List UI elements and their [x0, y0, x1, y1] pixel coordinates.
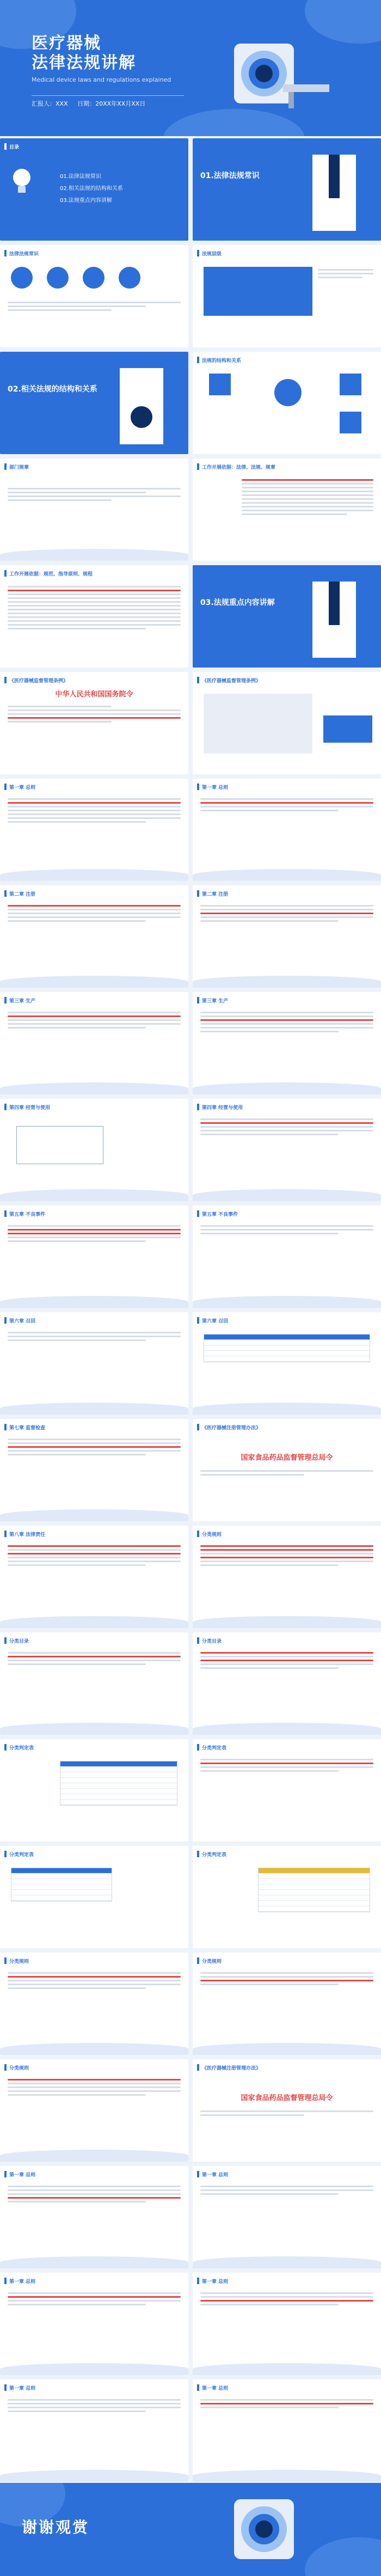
standard-icon — [119, 267, 140, 289]
slide-title: 分类判定表 — [202, 1745, 227, 1751]
decor-wave — [0, 549, 188, 561]
text-lines — [8, 299, 181, 313]
section1-title: 01.法律法规常识 — [200, 172, 260, 180]
slide-title: 分类判定表 — [9, 1852, 34, 1858]
slide-chapter7 — [0, 1419, 188, 1521]
slide-title: 第四章 经营与使用 — [202, 1105, 243, 1111]
highlight-box — [323, 715, 372, 743]
level-box — [204, 267, 312, 316]
speaker-value: XXX — [56, 100, 68, 107]
class-table — [60, 1761, 177, 1806]
text-lines — [8, 2183, 181, 2205]
decor-wave — [193, 976, 381, 988]
slide-chapter2b — [193, 885, 381, 988]
slide-title: 分类判定表 — [9, 1745, 34, 1751]
lightbulb-icon — [11, 166, 33, 198]
slide-title: 《医疗器械监督管理条例》 — [202, 678, 261, 684]
slide-header — [197, 1957, 222, 1965]
slide-header — [197, 1637, 222, 1644]
slide-state-council-order — [0, 672, 188, 774]
text-lines — [242, 477, 373, 517]
decor-wave — [193, 1616, 381, 1628]
slide-classify-b — [193, 1632, 381, 1735]
text-lines — [8, 903, 181, 924]
info-table — [204, 1334, 370, 1362]
decor-wave — [193, 2256, 381, 2268]
slide-title: 第二章 注册 — [202, 891, 229, 897]
decor-wave — [0, 1723, 188, 1735]
section1-slide — [193, 138, 381, 241]
slide-header — [197, 356, 241, 364]
structure-node — [209, 374, 231, 395]
slide-title: 分类规则 — [9, 2065, 29, 2071]
thanks-title: 谢谢观赏 — [22, 2518, 90, 2536]
decor-wave — [193, 2470, 381, 2482]
decor-wave — [0, 976, 188, 988]
toc-item-1[interactable]: 01.法律法规常识 — [60, 174, 101, 180]
slide-title: 第一章 总则 — [9, 2385, 36, 2391]
regulation-icon — [47, 267, 69, 289]
text-lines — [200, 1468, 373, 1478]
org-chart — [204, 694, 312, 754]
decor-wave — [0, 1403, 188, 1415]
decor-wave — [0, 869, 188, 881]
slide-title: 工作开展依据：法律、法规、规章 — [202, 464, 276, 470]
slide-title: 第一章 总则 — [9, 785, 36, 791]
slide-title: 第七章 监督检查 — [9, 1425, 46, 1431]
slide-first-chapter-c — [0, 2273, 188, 2375]
slide-header — [4, 1103, 50, 1111]
slide-adverse — [0, 1953, 188, 2055]
slide-class-table-d — [193, 1846, 381, 1948]
text-lines — [8, 796, 181, 825]
slide-header — [4, 2064, 29, 2071]
slide-key — [193, 1526, 381, 1628]
section2-slide — [0, 352, 188, 454]
cover-title — [32, 34, 136, 73]
text-lines — [8, 1436, 181, 1458]
slide-title: 《医疗器械监督管理条例》 — [9, 678, 69, 684]
slide-header — [4, 1210, 45, 1217]
text-lines — [200, 2397, 373, 2410]
slide-title: 分类规则 — [202, 1959, 222, 1965]
slide-header — [4, 570, 93, 577]
slide-header — [197, 463, 275, 470]
slide-header — [4, 1957, 29, 1965]
slide-legal-knowledge — [0, 245, 188, 347]
text-lines — [8, 1223, 181, 1244]
slide-header — [4, 249, 39, 257]
slide-header — [4, 676, 68, 684]
slide-chapter8 — [0, 1526, 188, 1628]
slide-class-table-c — [0, 1846, 188, 1948]
slide-header — [197, 676, 261, 684]
slide-header — [4, 1743, 34, 1751]
text-lines — [8, 1330, 181, 1343]
slide-header — [4, 2170, 35, 2178]
slide-chapter3b — [193, 992, 381, 1094]
cover-subtitle: Medical device laws and regulations explained — [32, 76, 171, 83]
decor-wave — [193, 1082, 381, 1094]
slide-header — [197, 1530, 222, 1538]
decor-wave — [0, 1296, 188, 1308]
slide-header — [4, 2384, 35, 2391]
nmpa-title-2: 国家食品药品监督管理总局令 — [241, 2094, 333, 2102]
decor-wave — [0, 2043, 188, 2055]
slide-header — [4, 1637, 29, 1644]
slide-guides — [0, 565, 188, 668]
mri-scanner-icon — [229, 33, 332, 114]
structure-node — [340, 412, 361, 433]
slide-chapter1b — [193, 779, 381, 881]
text-lines — [8, 584, 181, 632]
decor-wave — [0, 2150, 188, 2162]
slide-header — [4, 996, 35, 1004]
slide-first-chapter-b — [193, 2166, 381, 2268]
slide-title: 分类规则 — [9, 1959, 29, 1965]
toc-item-3[interactable]: 03.法规重点内容讲解 — [60, 198, 112, 204]
text-lines — [8, 2077, 181, 2098]
slide-title: 法规的结构和关系 — [202, 358, 242, 364]
slide-chapter4b — [193, 1099, 381, 1201]
toc-header — [4, 143, 19, 150]
slide-title: 《医疗器械注册管理办法》 — [202, 1425, 261, 1431]
slide-header — [4, 1423, 45, 1431]
slide-title: 第一章 总则 — [202, 2385, 229, 2391]
slide-header — [4, 890, 35, 897]
order-title: 中华人民共和国国务院令 — [55, 690, 133, 699]
mri-scanner-icon — [229, 2494, 332, 2570]
text-lines — [200, 796, 373, 813]
slide-title: 第四章 经营与使用 — [9, 1105, 51, 1111]
decor-wave — [193, 1403, 381, 1415]
slide-title: 第五章 不良事件 — [202, 1211, 238, 1217]
slide-title: 第三章 生产 — [9, 998, 36, 1004]
cover-slide — [0, 0, 381, 136]
slide-header — [197, 783, 228, 791]
text-lines — [8, 2290, 181, 2308]
section3-slide — [193, 565, 381, 668]
slide-title: 第五章 不良事件 — [9, 1211, 46, 1217]
slide-first-chapter-d — [193, 2273, 381, 2375]
slide-header — [197, 1210, 238, 1217]
slide-title: 第二章 注册 — [9, 891, 36, 897]
law-icon — [11, 267, 33, 289]
text-lines — [200, 1757, 373, 1774]
decor-wave — [0, 1616, 188, 1628]
slide-levels — [193, 245, 381, 347]
slide-header — [197, 890, 228, 897]
slide-title: 《医疗器械注册管理办法》 — [202, 2065, 261, 2071]
decor-wave — [0, 2470, 188, 2482]
slide-title: 第一章 总则 — [9, 2279, 36, 2285]
decor-wave — [0, 1509, 188, 1521]
slide-header — [197, 2384, 228, 2391]
slide-header — [197, 996, 228, 1004]
text-lines — [200, 1116, 373, 1137]
text-lines — [8, 1650, 181, 1667]
toc-list — [60, 171, 123, 207]
slide-title: 第一章 总则 — [9, 2172, 36, 2178]
nmpa-title: 国家食品药品监督管理总局令 — [241, 1454, 333, 1462]
slide-first-chapter-e — [0, 2379, 188, 2482]
slide-ops-standards — [193, 458, 381, 561]
text-lines — [200, 2183, 373, 2197]
slide-title: 第三章 生产 — [202, 998, 229, 1004]
text-lines — [8, 2397, 181, 2414]
class-table — [11, 1868, 112, 1901]
text-lines — [200, 2290, 373, 2308]
cover-title-line2: 法律法规讲解 — [32, 53, 136, 72]
slide-chapter6b — [193, 1312, 381, 1415]
slide-title: 工作开展依据：规范、指导原则、规程 — [9, 571, 93, 577]
decor-wave — [193, 2043, 381, 2055]
slide-title: 分类规则 — [202, 1532, 222, 1538]
class-table — [258, 1868, 370, 1912]
text-lines — [8, 1970, 181, 1991]
speaker-label: 汇报人： — [32, 100, 56, 107]
text-lines — [200, 1009, 373, 1035]
slide-class-table — [0, 1739, 188, 1841]
slide-title: 分类目录 — [202, 1638, 222, 1644]
toc-slide — [0, 138, 188, 241]
decor-wave — [193, 1189, 381, 1201]
slide-header — [4, 463, 29, 470]
slide-chapter3 — [0, 992, 188, 1094]
slide-header — [4, 783, 35, 791]
slide-title: 第一章 总则 — [202, 2279, 229, 2285]
doctor-icon — [302, 576, 367, 658]
date-label: 日期： — [77, 100, 96, 107]
decor-wave — [193, 1723, 381, 1735]
slide-title: 第六章 召回 — [9, 1318, 36, 1324]
text-lines — [200, 1223, 373, 1237]
slide-title: 第六章 召回 — [202, 1318, 229, 1324]
slide-first-chapter — [0, 2166, 188, 2268]
text-lines — [200, 903, 373, 924]
rule-icon — [83, 267, 105, 289]
toc-title: 目录 — [9, 144, 20, 150]
text-lines — [200, 1970, 373, 1987]
slide-title: 第八章 法律责任 — [9, 1532, 46, 1538]
cover-title-line1: 医疗器械 — [32, 34, 101, 53]
slide-title: 法规层级 — [202, 251, 222, 257]
flow-diagram — [16, 1126, 103, 1164]
slide-header — [197, 249, 222, 257]
structure-node — [340, 374, 361, 395]
slide-header — [197, 1423, 261, 1431]
section3-title: 03.法规重点内容讲解 — [200, 598, 275, 607]
slide-header — [197, 2064, 261, 2071]
slide-class-table-b — [193, 1739, 381, 1841]
slide-header — [197, 2170, 228, 2178]
decor-wave — [193, 2363, 381, 2375]
date-value: 20XX年XX月XX日 — [95, 100, 146, 107]
slide-title: 分类目录 — [9, 1638, 29, 1644]
slide-header — [197, 1317, 228, 1324]
slide-header — [4, 1530, 45, 1538]
slide-chapter5b — [193, 1206, 381, 1308]
decor-wave — [0, 1082, 188, 1094]
slide-first-chapter-f — [193, 2379, 381, 2482]
slide-header — [4, 2277, 35, 2285]
slide-chapter6 — [0, 1312, 188, 1415]
structure-hub — [274, 379, 302, 406]
slide-title: 分类判定表 — [202, 1852, 227, 1858]
slide-header — [4, 1317, 35, 1324]
decor-wave — [0, 1189, 188, 1201]
slide-header — [197, 1103, 243, 1111]
slide-header — [197, 1743, 226, 1751]
slide-order2 — [193, 672, 381, 774]
decor-wave — [0, 2363, 188, 2375]
icon-row — [11, 267, 140, 289]
slide-header — [197, 2277, 228, 2285]
slide-title: 第一章 总则 — [202, 785, 229, 791]
slide-chapter4 — [0, 1099, 188, 1201]
slide-reg-order — [193, 1419, 381, 1521]
text-lines — [200, 2108, 373, 2118]
slide-classify — [0, 1632, 188, 1735]
text-lines — [8, 1543, 181, 1568]
slide-adverse-b — [193, 1953, 381, 2055]
slide-header — [197, 1850, 226, 1858]
slide-title: 第一章 总则 — [202, 2172, 229, 2178]
slide-title: 法律法规常识 — [9, 251, 39, 257]
slide-adverse-c — [0, 2059, 188, 2162]
decor-wave — [193, 869, 381, 881]
slide-chapter5 — [0, 1206, 188, 1308]
text-lines — [200, 1543, 373, 1568]
toc-item-2[interactable]: 02.相关法规的结构和关系 — [60, 186, 123, 192]
decor-wave — [0, 2256, 188, 2268]
text-lines — [318, 267, 373, 280]
slide-title: 部门规章 — [9, 464, 29, 470]
decor-wave — [193, 1296, 381, 1308]
text-lines — [8, 486, 181, 503]
slide-nmpa-order2 — [193, 2059, 381, 2162]
slide-header — [4, 1850, 34, 1858]
slide-chapter2 — [0, 885, 188, 988]
stethoscope-icon — [109, 363, 174, 444]
section2-title: 02.相关法规的结构和关系 — [8, 385, 97, 394]
slide-internal — [0, 458, 188, 561]
thanks-slide — [0, 2483, 381, 2576]
slide-chapter1 — [0, 779, 188, 881]
text-lines — [8, 1009, 181, 1031]
text-lines — [200, 1650, 373, 1671]
doctor-icon — [302, 149, 367, 231]
slide-structure — [193, 352, 381, 454]
cover-meta — [32, 95, 184, 108]
text-lines — [8, 703, 181, 725]
